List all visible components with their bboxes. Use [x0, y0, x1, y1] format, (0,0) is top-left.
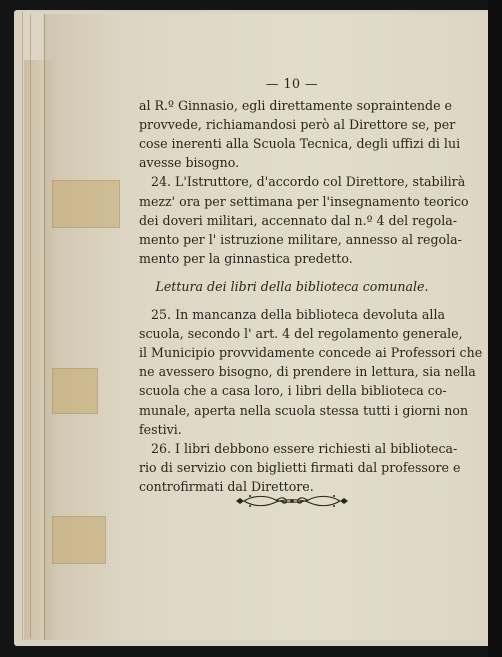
text-line: scuola, secondo l' art. 4 del regolamento generale, — [139, 326, 463, 342]
text-line: 26. I libri debbono essere richiesti al biblioteca- — [151, 440, 458, 456]
text-line: munale, aperta nella scuola stessa tutti i giorni non — [139, 402, 469, 418]
text-line: provvede, richiamandosi però al Direttore se, per — [139, 117, 456, 133]
text-line: dei doveri militari, accennato dal n.º 4 del regola- — [139, 212, 458, 228]
text-line: mezz' ora per settimana per l'insegnamento teorico — [139, 193, 469, 209]
text-line: cose inerenti alla Scuola Tecnica, degli uffizi di lui — [139, 136, 461, 152]
text-line: avesse bisogno. — [139, 155, 240, 171]
scroll-ornament-icon — [236, 492, 348, 510]
text-line: festivi. — [139, 421, 182, 437]
scan-border — [488, 0, 502, 657]
text-line: rio di servizio con biglietti firmati dal professore e — [139, 459, 461, 475]
section-heading: Lettura dei libri della biblioteca comunale. — [155, 278, 429, 294]
tape-patch — [52, 516, 106, 564]
text-line: mento per la ginnastica predetto. — [139, 250, 353, 266]
text-line: al R.º Ginnasio, egli direttamente sopraintende e — [139, 98, 453, 114]
page-number: — 10 — — [265, 76, 319, 91]
page-text — [139, 74, 483, 496]
text-line: scuola che a casa loro, i libri della biblioteca co- — [139, 383, 447, 399]
text-line: controfirmati dal Direttore. — [139, 478, 314, 494]
text-line: ne avessero bisogno, di prendere in lettura, sia nella — [139, 364, 476, 380]
tape-patch — [52, 180, 120, 228]
text-line: 24. L'Istruttore, d'accordo col Direttore, stabilirà — [151, 174, 466, 190]
text-line: 25. In mancanza della biblioteca devoluta alla — [151, 307, 445, 323]
tape-patch — [52, 368, 98, 414]
text-line: mento per l' istruzione militare, annesso al regola- — [139, 231, 462, 247]
text-line: il Municipio provvidamente concede ai Professori che — [139, 345, 483, 361]
